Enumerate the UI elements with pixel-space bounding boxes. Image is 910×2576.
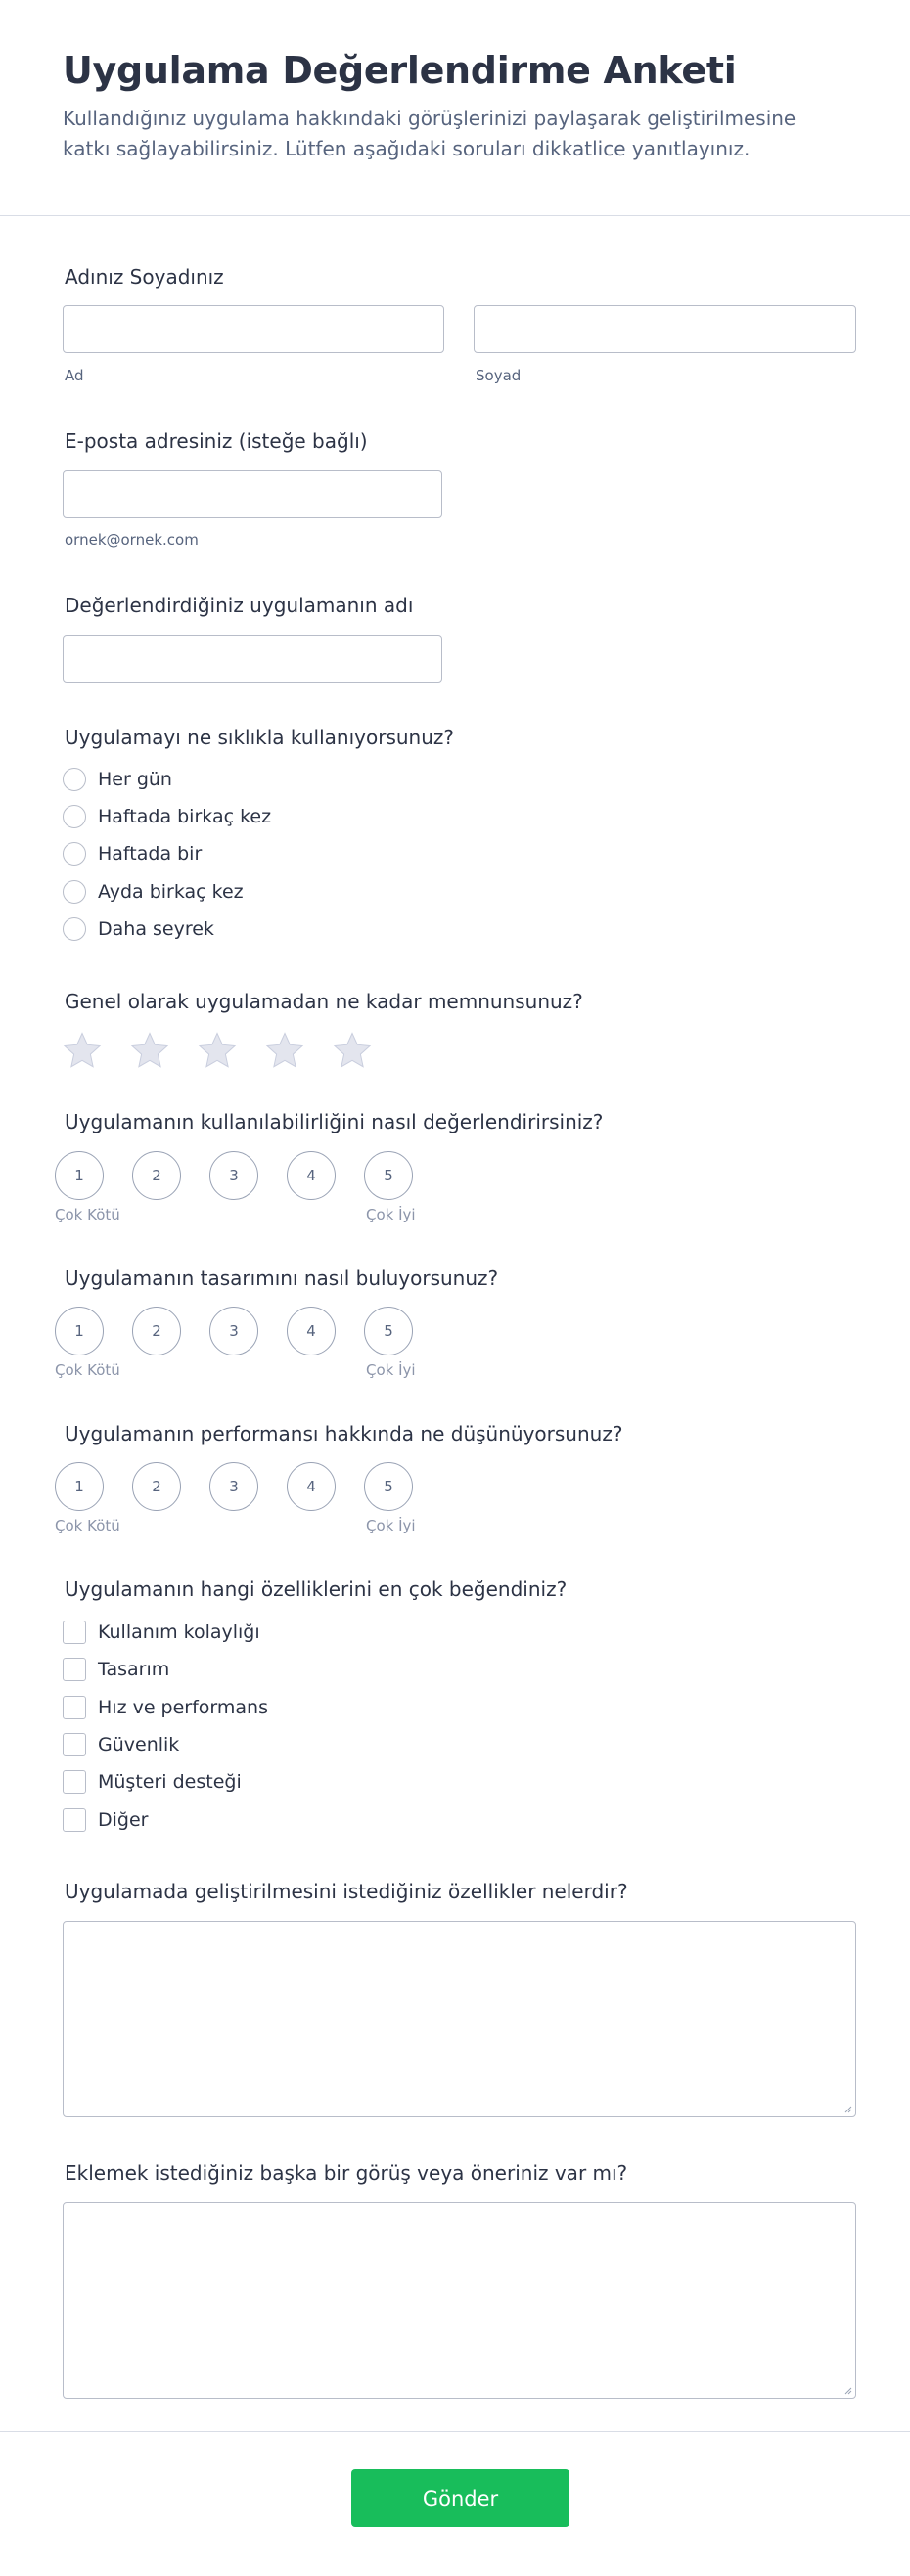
first-name-sublabel: Ad	[65, 367, 84, 384]
form-description: Kullandığınız uygulama hakkındaki görüşlerinizi paylaşarak geliştirilmesine katkı sağlayabilirsiniz. Lütfen aşağıdaki soruları dikkatlice yanıtlayınız.	[63, 107, 796, 160]
checkbox-label: Tasarım	[98, 1659, 170, 1680]
design-scale-4[interactable]: 4	[287, 1307, 336, 1355]
radio-label: Daha seyrek	[98, 918, 214, 940]
radio-button[interactable]	[63, 768, 86, 791]
improvements-textarea[interactable]	[63, 1921, 856, 2117]
email-label: E-posta adresiniz (isteğe bağlı)	[65, 429, 368, 453]
frequency-option-her-gun[interactable]	[63, 766, 172, 793]
radio-label: Ayda birkaç kez	[98, 881, 244, 903]
feature-option-musteri-destegi[interactable]	[63, 1768, 242, 1796]
form-header	[0, 0, 910, 216]
feature-option-kullanim-kolayligi[interactable]	[63, 1619, 260, 1646]
last-name-input[interactable]	[474, 305, 856, 353]
usability-scale-1[interactable]: 1	[55, 1151, 104, 1200]
star-icon-3[interactable]	[198, 1031, 237, 1070]
usability-scale-5[interactable]: 5	[364, 1151, 413, 1200]
last-name-sublabel: Soyad	[476, 367, 522, 384]
form-title: Uygulama Değerlendirme Anketi	[63, 49, 737, 92]
checkbox[interactable]	[63, 1733, 86, 1756]
name-label: Adınız Soyadınız	[65, 265, 224, 289]
feature-option-hiz-ve-performans[interactable]	[63, 1694, 268, 1721]
submit-button[interactable]: Gönder	[351, 2469, 569, 2527]
feature-option-guvenlik[interactable]	[63, 1731, 179, 1758]
radio-button[interactable]	[63, 880, 86, 904]
performance-scale-1[interactable]: 1	[55, 1462, 104, 1511]
star-icon-2[interactable]	[130, 1031, 169, 1070]
checkbox[interactable]	[63, 1696, 86, 1719]
email-sublabel: ornek@ornek.com	[65, 531, 199, 549]
feature-option-diger[interactable]	[63, 1806, 148, 1834]
design-scale-3[interactable]: 3	[209, 1307, 258, 1355]
feature-option-tasarim[interactable]	[63, 1656, 169, 1683]
features-label: Uygulamanın hangi özelliklerini en çok beğendiniz?	[65, 1577, 568, 1601]
checkbox-label: Hız ve performans	[98, 1697, 268, 1718]
usability-label: Uygulamanın kullanılabilirliğini nasıl değerlendirirsiniz?	[65, 1110, 604, 1133]
performance-scale-3[interactable]: 3	[209, 1462, 258, 1511]
design-min-caption: Çok Kötü	[55, 1361, 120, 1379]
app-name-input[interactable]	[63, 635, 442, 683]
radio-button[interactable]	[63, 842, 86, 866]
radio-label: Her gün	[98, 769, 172, 790]
improvements-label: Uygulamada geliştirilmesini istediğiniz özellikler nelerdir?	[65, 1880, 628, 1903]
checkbox-label: Diğer	[98, 1809, 149, 1831]
performance-scale-2[interactable]: 2	[132, 1462, 181, 1511]
usability-min-caption: Çok Kötü	[55, 1206, 120, 1223]
star-icon-1[interactable]	[63, 1031, 102, 1070]
usability-scale-4[interactable]: 4	[287, 1151, 336, 1200]
resize-grip-icon[interactable]	[842, 2385, 852, 2395]
frequency-option-daha-seyrek[interactable]	[63, 915, 214, 943]
checkbox-label: Kullanım kolaylığı	[98, 1621, 260, 1643]
email-input[interactable]	[63, 470, 442, 518]
checkbox-label: Müşteri desteği	[98, 1771, 242, 1793]
checkbox[interactable]	[63, 1658, 86, 1681]
checkbox[interactable]	[63, 1808, 86, 1832]
radio-button[interactable]	[63, 805, 86, 828]
checkbox-label: Güvenlik	[98, 1734, 180, 1755]
usability-scale-3[interactable]: 3	[209, 1151, 258, 1200]
checkbox[interactable]	[63, 1770, 86, 1794]
app-name-label: Değerlendirdiğiniz uygulamanın adı	[65, 594, 414, 617]
design-max-caption: Çok İyi	[366, 1361, 416, 1379]
performance-min-caption: Çok Kötü	[55, 1517, 120, 1534]
first-name-input[interactable]	[63, 305, 444, 353]
comments-label: Eklemek istediğiniz başka bir görüş veya öneriniz var mı?	[65, 2161, 628, 2185]
design-label: Uygulamanın tasarımını nasıl buluyorsunuz?	[65, 1266, 499, 1290]
design-scale-2[interactable]: 2	[132, 1307, 181, 1355]
frequency-option-ayda-birkac[interactable]	[63, 878, 244, 906]
star-icon-5[interactable]	[333, 1031, 372, 1070]
frequency-label: Uygulamayı ne sıklıkla kullanıyorsunuz?	[65, 726, 455, 749]
resize-grip-icon[interactable]	[842, 2104, 852, 2113]
frequency-option-haftada-birkac[interactable]	[63, 803, 271, 830]
performance-scale-5[interactable]: 5	[364, 1462, 413, 1511]
checkbox[interactable]	[63, 1621, 86, 1644]
satisfaction-label: Genel olarak uygulamadan ne kadar memnunsunuz?	[65, 990, 583, 1013]
usability-max-caption: Çok İyi	[366, 1206, 416, 1223]
design-scale-1[interactable]: 1	[55, 1307, 104, 1355]
usability-scale-2[interactable]: 2	[132, 1151, 181, 1200]
radio-label: Haftada bir	[98, 843, 203, 865]
comments-textarea[interactable]	[63, 2202, 856, 2399]
design-scale-5[interactable]: 5	[364, 1307, 413, 1355]
performance-max-caption: Çok İyi	[366, 1517, 416, 1534]
star-icon-4[interactable]	[265, 1031, 304, 1070]
radio-button[interactable]	[63, 917, 86, 941]
frequency-option-haftada-bir[interactable]	[63, 840, 202, 867]
performance-scale-4[interactable]: 4	[287, 1462, 336, 1511]
radio-label: Haftada birkaç kez	[98, 806, 272, 827]
performance-label: Uygulamanın performansı hakkında ne düşünüyorsunuz?	[65, 1422, 623, 1445]
